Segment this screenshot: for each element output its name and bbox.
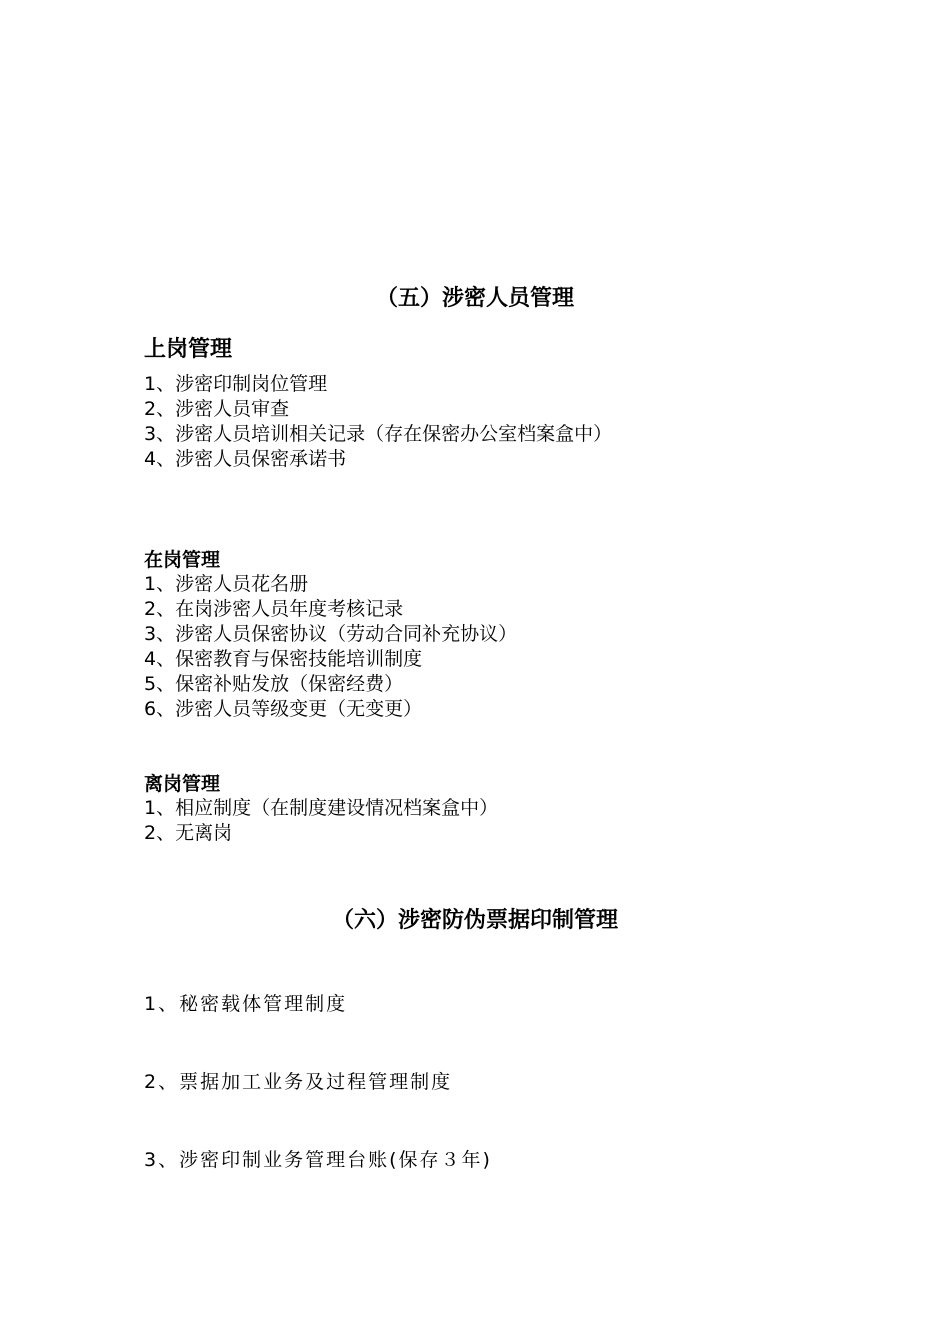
list-item: 1、涉密人员花名册 <box>144 573 309 595</box>
list-item: 3、涉密人员培训相关记录（存在保密办公室档案盒中） <box>144 423 613 445</box>
onduty-heading: 在岗管理 <box>144 549 221 571</box>
onboard-list <box>144 372 612 472</box>
list-item: 6、涉密人员等级变更（无变更） <box>144 698 423 720</box>
offboard-heading: 离岗管理 <box>144 773 221 795</box>
onduty-list <box>144 572 517 722</box>
section-6-list <box>144 992 492 1173</box>
list-item: 4、涉密人员保密承诺书 <box>144 448 347 470</box>
list-item: 2、涉密人员审查 <box>144 398 290 420</box>
list-item: 1、秘密载体管理制度 <box>144 993 348 1015</box>
offboard-list <box>144 796 498 846</box>
list-item: 1、涉密印制岗位管理 <box>144 373 328 395</box>
list-item: 2、无离岗 <box>144 822 233 844</box>
onboard-heading: 上岗管理 <box>144 337 233 362</box>
list-item: 1、相应制度（在制度建设情况档案盒中） <box>144 797 499 819</box>
list-item: 2、在岗涉密人员年度考核记录 <box>144 598 404 620</box>
list-item: 4、保密教育与保密技能培训制度 <box>144 648 423 670</box>
list-item: 3、涉密人员保密协议（劳动合同补充协议） <box>144 623 518 645</box>
section-5-title: （五）涉密人员管理 <box>375 286 574 311</box>
list-item: 5、保密补贴发放（保密经费） <box>144 673 404 695</box>
list-item: 3、涉密印制业务管理台账(保存３年) <box>144 1149 492 1171</box>
section-6-title: （六）涉密防伪票据印制管理 <box>331 908 618 933</box>
list-item: 2、票据加工业务及过程管理制度 <box>144 1071 453 1093</box>
